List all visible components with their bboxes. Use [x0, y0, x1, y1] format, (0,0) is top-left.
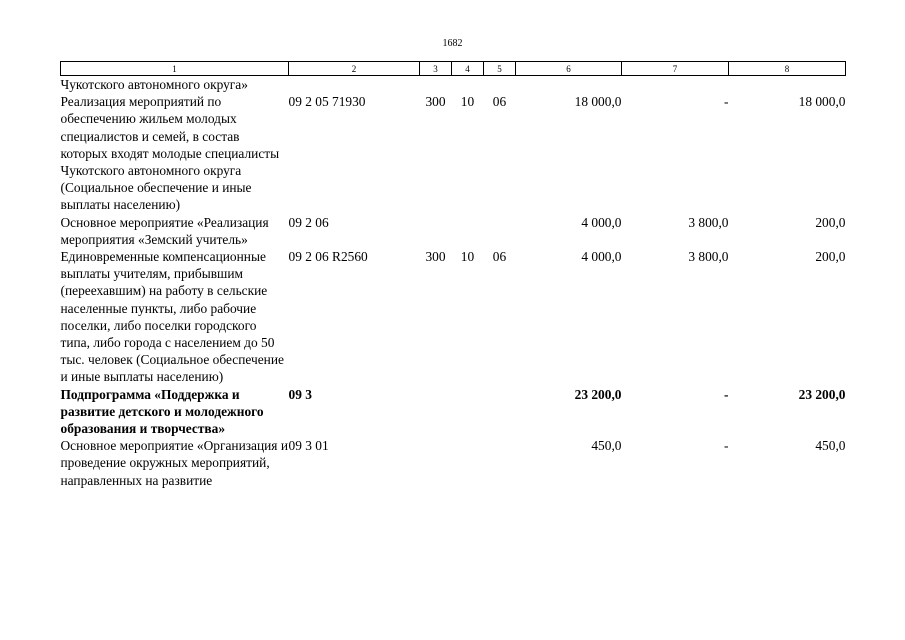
row-col4-cell: [452, 214, 484, 248]
table-row: [61, 248, 846, 386]
row-col6-cell: 450,0: [591, 438, 622, 454]
row-col6-cell: 4 000,0: [581, 214, 622, 230]
row-col5-cell: [484, 76, 516, 94]
row-col6-cell: 18 000,0: [574, 94, 622, 110]
page-number: 1682: [442, 38, 463, 49]
row-col4-cell: 10: [460, 249, 475, 265]
row-col8-cell: [729, 76, 846, 94]
row-name-cell: Единовременные компенсационные выплаты учителям, прибывшим (переехавшим) на работу в сельские населенные пункты, либо рабочие поселки, либо поселки городского типа, либо города с населением до 50 тыс. человек (Социальное обеспечение и иные выплаты населению): [60, 249, 284, 385]
row-col3-cell: [420, 214, 452, 248]
row-col3-cell: 300: [425, 249, 446, 265]
row-name-cell: Реализация мероприятий по обеспечению жильем молодых специалистов и семей, в состав которых входят молодые специалисты Чукотского автономного округа (Социальное обеспечение и иные выплаты населению): [60, 94, 280, 213]
column-header-1: 1: [61, 62, 289, 76]
row-col7-cell: -: [724, 386, 729, 402]
row-code-cell: 09 3: [288, 386, 312, 402]
row-col5-cell: 06: [492, 249, 507, 265]
row-col8-cell: 450,0: [815, 438, 846, 454]
row-col7-cell: [622, 76, 729, 94]
column-header-5: 5: [484, 62, 516, 76]
row-code-cell: 09 2 05 71930: [288, 94, 366, 110]
column-header-6: 6: [516, 62, 622, 76]
row-col5-cell: [484, 386, 516, 438]
row-col5-cell: 06: [492, 94, 507, 110]
table-row: [61, 214, 846, 248]
column-header-3: 3: [420, 62, 452, 76]
row-col7-cell: -: [724, 438, 729, 454]
row-name-cell: Подпрограмма «Поддержка и развитие детского и молодежного образования и творчества»: [60, 386, 264, 437]
row-col7-cell: -: [724, 94, 729, 110]
row-code-cell: 09 2 06 R2560: [288, 249, 368, 265]
column-header-2: 2: [289, 62, 420, 76]
row-code-cell: 09 2 06: [288, 214, 329, 230]
row-col7-cell: 3 800,0: [688, 214, 729, 230]
row-col3-cell: 300: [425, 94, 446, 110]
row-col8-cell: 23 200,0: [798, 386, 846, 402]
table-row: [61, 76, 846, 94]
row-name-cell: Основное мероприятие «Организация и проведение окружных мероприятий, направленных на развитие: [60, 438, 288, 488]
row-col6-cell: 4 000,0: [581, 249, 622, 265]
column-header-7: 7: [622, 62, 729, 76]
table-row: [61, 93, 846, 213]
row-col8-cell: 200,0: [815, 249, 846, 265]
row-name-cell: Основное мероприятие «Реализация мероприятия «Земский учитель»: [60, 214, 269, 247]
row-col5-cell: [484, 437, 516, 489]
row-col8-cell: 18 000,0: [798, 94, 846, 110]
budget-table: [60, 61, 846, 489]
row-col4-cell: [452, 437, 484, 489]
row-col4-cell: [452, 76, 484, 94]
row-col4-cell: [452, 386, 484, 438]
row-code-cell: 09 3 01: [288, 438, 329, 454]
row-col3-cell: [420, 76, 452, 94]
row-col5-cell: [484, 214, 516, 248]
table-header-row: [61, 62, 846, 76]
table-row: [61, 386, 846, 438]
row-col4-cell: 10: [460, 94, 475, 110]
column-header-8: 8: [729, 62, 846, 76]
column-header-4: 4: [452, 62, 484, 76]
row-col6-cell: [516, 76, 622, 94]
row-col3-cell: [420, 386, 452, 438]
row-col3-cell: [420, 437, 452, 489]
table-row: [61, 437, 846, 489]
row-col7-cell: 3 800,0: [688, 249, 729, 265]
row-col8-cell: 200,0: [815, 214, 846, 230]
row-col6-cell: 23 200,0: [574, 386, 622, 402]
row-name-cell: Чукотского автономного округа»: [60, 77, 248, 92]
row-code-cell: [289, 76, 420, 94]
